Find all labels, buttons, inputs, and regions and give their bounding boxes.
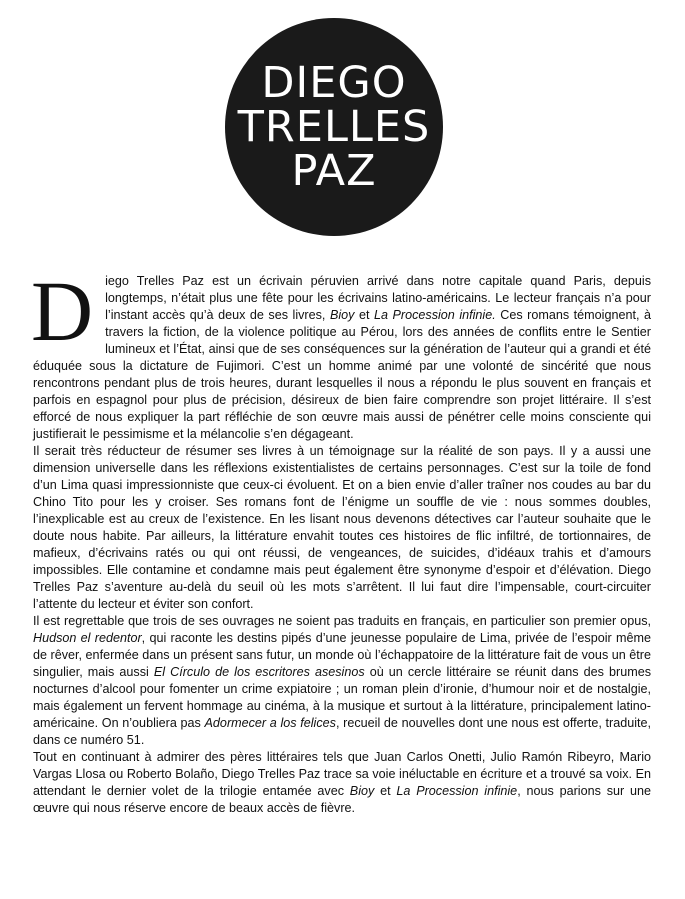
- italic-title: Bioy: [349, 784, 375, 798]
- text-run: Il est regrettable que trois de ses ouvrages ne soient pas traduits en français, en particulier son premier opus,: [33, 614, 651, 628]
- paragraph-3: [33, 613, 651, 749]
- text-run: et: [354, 308, 374, 322]
- italic-title: La Procession infinie.: [373, 308, 496, 322]
- text-run: Tout en continuant à admirer des pères littéraires tels que Juan Carlos Onetti, Julio Ramón Ribeyro, Mario Vargas Llosa ou Roberto Bolaño, Diego Trelles Paz trace sa voie inéluctable en écriture et a trouvé sa voix. En attendant le dernier volet de la trilogie entamée avec: [33, 750, 651, 798]
- paragraph-2: [33, 443, 651, 613]
- title-line-3: PAZ: [291, 146, 377, 196]
- title-line-2: TRELLES: [237, 102, 431, 152]
- text-run: et: [374, 784, 397, 798]
- italic-title: Adormecer a los felices: [204, 716, 336, 730]
- paragraph-4: [33, 749, 651, 817]
- drop-cap: D: [31, 263, 94, 359]
- text-run: , recueil de nouvelles dont une nous est offerte, traduite, dans ce numéro 51.: [33, 716, 652, 747]
- article-body: [31, 263, 652, 817]
- title-line-1: DIEGO: [261, 58, 407, 108]
- paragraph-1-text: [31, 263, 651, 441]
- text-run: iego Trelles Paz est un écrivain péruvien arrivé dans notre capitale quand Paris, depuis longtemps, n’était plus une fête pour les écrivains latino-américains. Le lecteur français n’a pour l’instant accès qu’à deux de ses livres,: [105, 274, 651, 322]
- italic-title: Hudson el redentor: [33, 631, 142, 645]
- author-title-disc: [225, 18, 443, 236]
- text-run: où un cercle littéraire se réunit dans des brumes nocturnes d’alcool pour fomenter un crime expiatoire ; un roman plein d’ironie, d’humour noir et de nostalgie, mais également un fervent hommage au cinéma, à la musique et surtout à la littérature, principalement latino-américaine. On n’oubliera pas: [33, 665, 651, 730]
- text-run: , qui raconte les destins pipés d’une jeunesse populaire de Lima, privée de l’espoir même de rêver, enfermée dans un présent sans futur, un monde où l’échappatoire de la littérature fait de vous un être singulier, mais aussi: [33, 631, 651, 679]
- italic-title: El Círculo de los escritores asesinos: [153, 665, 365, 679]
- text-run: Il serait très réducteur de résumer ses livres à un témoignage sur la réalité de son pays. Il y a aussi une dimension universelle dans les réflexions existentialistes de certains personnages. C’est sur la toile de fond d’un Lima quasi impressionniste que ceux-ci évoluent. Et on a bien envie d’aller traîner nos coudes au bar du Chino Tito pour les y croiser. Ses romans font de l’énigme un souffle de vie : nous sommes doubles, l’inexplicable est au creux de l’existence. En les lisant nous devenons détectives car l’auteur souhaite que le doute nous habite. Par ailleurs, la littérature envahit toutes ces histoires de flic infiltré, de tortionnaires, de mafieux, d’écrivains ratés ou qui ont réussi, de vengeances, de suicides, d’idéaux trahis et d’amours impossibles. Elle contamine et condamne mais peut également être synonyme d’espoir et d’élévation. Diego Trelles Paz s’aventure au-delà du seuil où les mots s’arrêtent. Il lui faut dire l’impensable, court-circuiter l’attente du lecteur et éviter son confort.: [33, 444, 651, 611]
- text-run: , nous parions sur une œuvre qui nous réserve encore de beaux accès de fièvre.: [33, 784, 651, 815]
- text-run: Ces romans témoignent, à travers la fiction, de la violence politique au Pérou, lors des années de conflits entre le Sentier lumineux et l’État, ainsi que de ses conséquences sur la génération de l’auteur qui a grandi et été éduquée sous la dictature de Fujimori. C’est un homme animé par une volonté de sincérité que nous rencontrons pendant plus de trois heures, durant lesquelles il nous a répondu le plus souvent en français et parfois en espagnol pour plus de précision, désireux de bien faire comprendre son projet littéraire. Il s’est efforcé de nous expliquer la part réfléchie de son œuvre mais aussi de pénétrer celle moins consciente qui justifierait le pessimisme et la mélancolie s’en dégageant.: [33, 308, 651, 441]
- italic-title: La Procession infinie: [396, 784, 518, 798]
- italic-title: Bioy: [329, 308, 355, 322]
- paragraph-1: [31, 263, 651, 443]
